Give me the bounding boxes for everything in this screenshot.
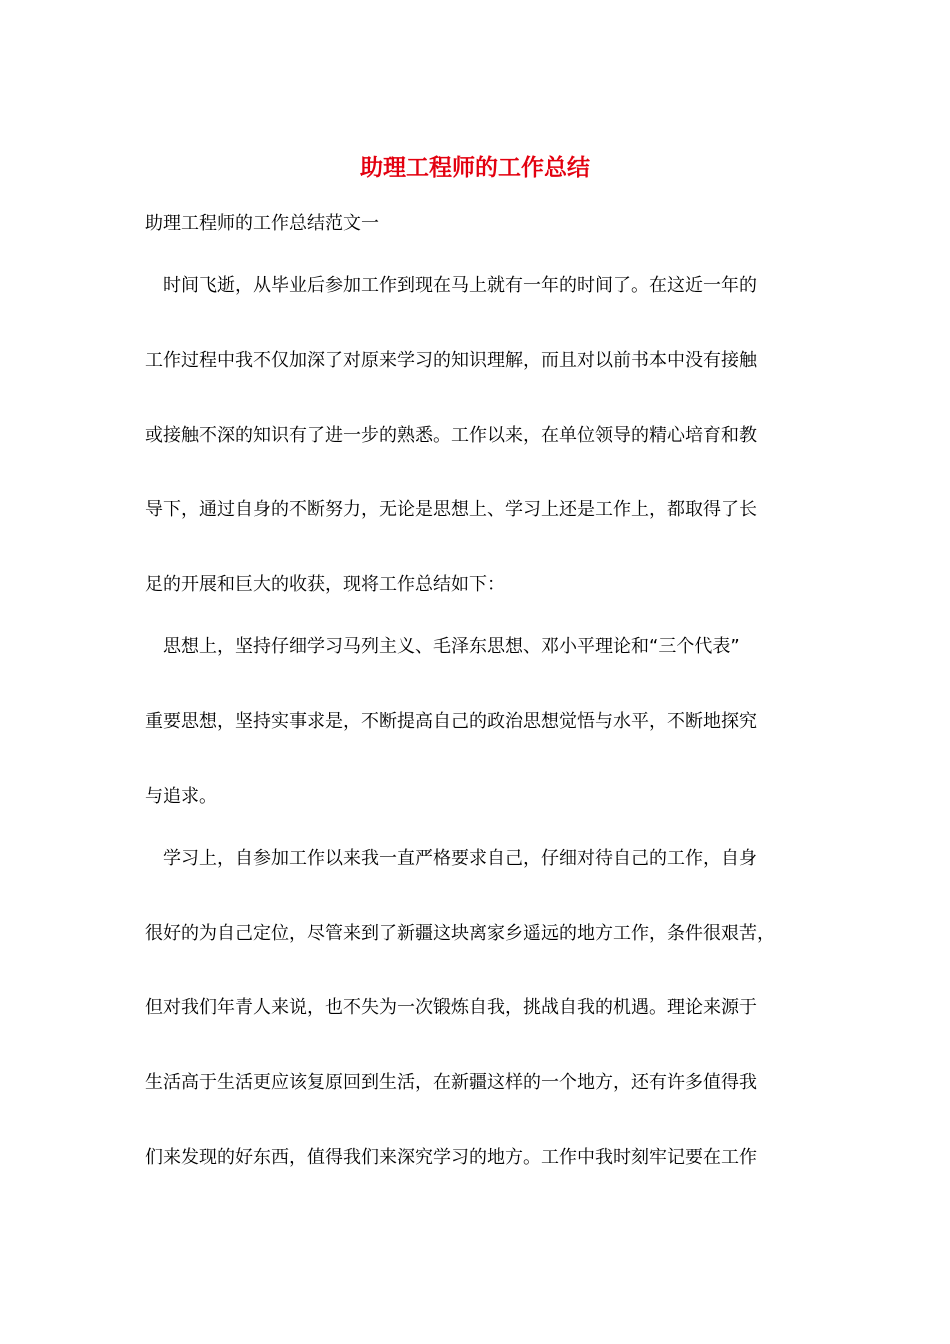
paragraph-line: 重要思想，坚持实事求是，不断提高自己的政治思想觉悟与水平，不断地探究 — [145, 711, 757, 732]
paragraph-line: 但对我们年青人来说，也不失为一次锻炼自我，挑战自我的机遇。理论来源于 — [145, 997, 757, 1018]
paragraph-line: 与追求。 — [145, 786, 217, 807]
paragraph-line: 生活高于生活更应该复原回到生活，在新疆这样的一个地方，还有许多值得我 — [145, 1072, 757, 1093]
paragraph-line: 导下，通过自身的不断努力，无论是思想上、学习上还是工作上，都取得了长 — [145, 499, 757, 520]
document-subtitle: 助理工程师的工作总结范文一 — [145, 213, 379, 234]
paragraph-line: 时间飞逝，从毕业后参加工作到现在马上就有一年的时间了。在这近一年的 — [163, 275, 757, 296]
paragraph-line: 很好的为自己定位，尽管来到了新疆这块离家乡遥远的地方工作，条件很艰苦， — [145, 923, 775, 944]
paragraph-line: 工作过程中我不仅加深了对原来学习的知识理解，而且对以前书本中没有接触 — [145, 350, 757, 371]
paragraph-line: 思想上，坚持仔细学习马列主义、毛泽东思想、邓小平理论和“三个代表” — [163, 636, 740, 657]
paragraph-line: 足的开展和巨大的收获，现将工作总结如下： — [145, 574, 505, 595]
paragraph-line: 学习上，自参加工作以来我一直严格要求自己，仔细对待自己的工作，自身 — [163, 848, 757, 869]
paragraph-line: 或接触不深的知识有了进一步的熟悉。工作以来，在单位领导的精心培育和教 — [145, 425, 757, 446]
paragraph-line: 们来发现的好东西，值得我们来深究学习的地方。工作中我时刻牢记要在工作 — [145, 1147, 757, 1168]
document-title: 助理工程师的工作总结 — [360, 154, 590, 181]
